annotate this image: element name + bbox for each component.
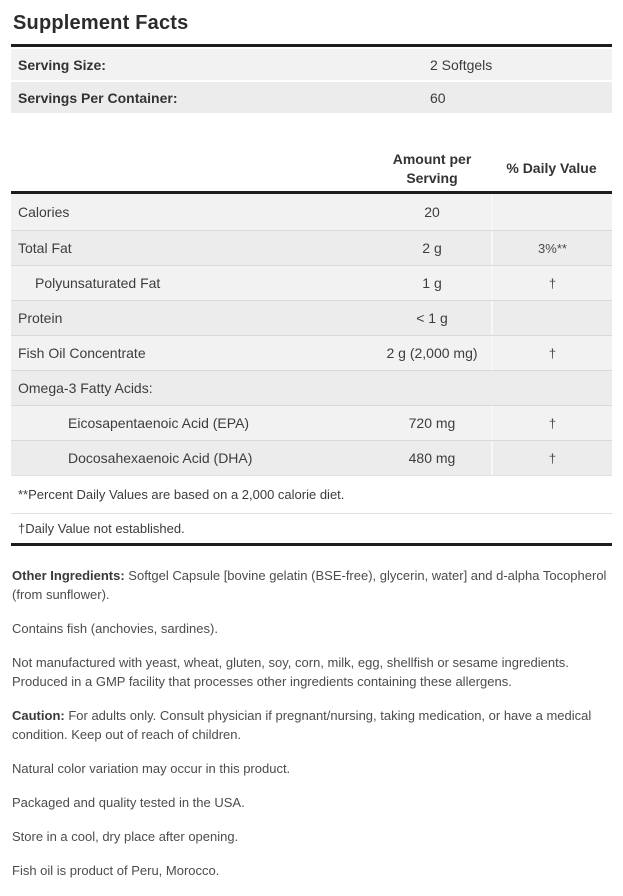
other-ingredients-label: Other Ingredients: [12,568,125,583]
packaged-note: Packaged and quality tested in the USA. [12,795,245,810]
page-title: Supplement Facts [13,12,189,34]
table-row-polyunsaturated-fat [11,265,612,300]
daily-value-cell [491,301,612,335]
row-label: Eicosapentaenoic Acid (EPA) [68,415,250,431]
serving-size-row [11,49,612,80]
daily-value-cell: † [491,441,612,475]
caution-label: Caution: [12,708,65,723]
allergen-note: Not manufactured with yeast, wheat, gluten, soy, corn, milk, egg, shellfish or sesame ingredients. Produced in a GMP facility that processes other ingredients containing these allergens. [12,655,569,689]
daily-value-cell: † [491,336,612,370]
natural-color-note: Natural color variation may occur in this product. [12,761,291,776]
amount-cell: < 1 g [416,310,448,326]
table-row-dha [11,440,612,475]
storage-note: Store in a cool, dry place after opening. [12,829,239,844]
serving-size-label: Serving Size: [18,56,106,73]
servings-per-container-label: Servings Per Container: [18,89,178,106]
table-row-epa [11,405,612,440]
percent-daily-value-header: % Daily Value [506,160,597,176]
footnote-daily-values: **Percent Daily Values are based on a 2,000 calorie diet. [11,475,612,513]
other-ingredients-text: Softgel Capsule [bovine gelatin (BSE-free), glycerin, water] and d-alpha Tocopherol (from sunflower). [12,568,607,602]
row-label: Fish Oil Concentrate [18,345,146,361]
table-row-total-fat [11,230,612,265]
top-rule [11,44,612,47]
servings-per-container-value: 60 [430,89,446,106]
serving-size-value: 2 Softgels [430,56,493,73]
footnote-not-established: †Daily Value not established. [11,513,612,543]
supplement-facts-table [11,44,612,546]
other-ingredients-note [11,566,612,604]
servings-per-container-row [11,82,612,113]
table-body [11,194,612,475]
amount-cell: 720 mg [408,415,456,431]
amount-per-serving-header: Amount per Serving [392,150,472,186]
amount-cell: 20 [424,204,440,220]
column-header-row [11,146,612,191]
daily-value-cell: † [491,266,612,300]
table-row-protein [11,300,612,335]
amount-cell: 2 g (2,000 mg) [386,345,478,361]
row-label: Docosahexaenoic Acid (DHA) [68,450,253,466]
row-label: Protein [18,310,63,326]
daily-value-cell: † [491,406,612,440]
supplement-facts-panel [0,12,623,880]
caution-text: For adults only. Consult physician if pregnant/nursing, taking medication, or have a medical condition. Keep out of reach of children. [12,708,592,742]
contains-fish-note: Contains fish (anchovies, sardines). [12,621,218,636]
row-label: Polyunsaturated Fat [35,275,161,291]
origin-note: Fish oil is product of Peru, Morocco. [12,863,220,878]
daily-value-cell: 3%** [491,231,612,265]
row-label: Omega-3 Fatty Acids: [18,380,153,396]
amount-cell: 1 g [422,275,442,291]
amount-cell: 480 mg [408,450,456,466]
row-label: Total Fat [18,240,72,256]
daily-value-cell [491,194,612,230]
table-row-omega3-section [11,370,612,405]
caution-note [11,706,612,744]
row-label: Calories [18,204,70,220]
bottom-rule [11,543,612,546]
amount-cell: 2 g [422,240,442,256]
product-notes [11,566,612,880]
table-row-fish-oil-concentrate [11,335,612,370]
table-row-calories [11,194,612,230]
